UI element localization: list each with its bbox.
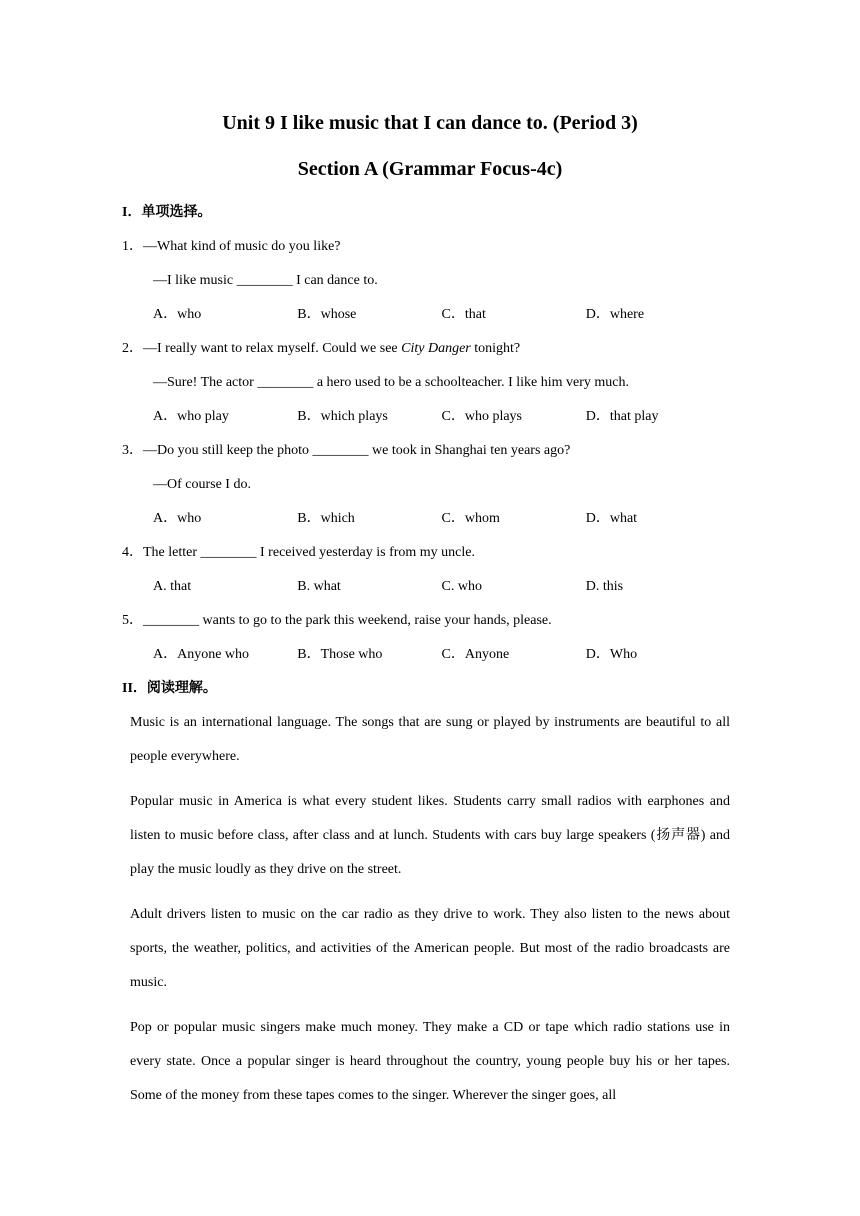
question-reply: —Of course I do. bbox=[153, 477, 251, 492]
question-text: —I really want to relax myself. Could we see bbox=[143, 341, 402, 356]
question-4 bbox=[122, 536, 730, 604]
section-title: Section A (Grammar Focus-4c) bbox=[297, 158, 563, 180]
option-b: B. what bbox=[297, 579, 341, 594]
question-number: 2． bbox=[122, 341, 143, 356]
movie-title: City Danger bbox=[401, 341, 471, 356]
question-number: 1． bbox=[122, 239, 143, 254]
section-heading-choice: I．单项选择。 bbox=[122, 205, 212, 220]
option-c: C. who bbox=[441, 579, 482, 594]
reading-paragraph-2: Popular music in America is what every student likes. Students carry small radios with earphones and listen to music before class, after class and at lunch. Students with cars buy large speakers (扬声器) and play the music loudly as they drive on the street. bbox=[130, 794, 730, 877]
question-number: 4． bbox=[122, 545, 143, 560]
question-text: —Do you still keep the photo ________ we took in Shanghai ten years ago? bbox=[143, 443, 571, 458]
option-c: C．that bbox=[441, 307, 486, 322]
question-1 bbox=[122, 230, 730, 332]
question-text: —What kind of music do you like? bbox=[143, 239, 341, 254]
option-a: A．Anyone who bbox=[153, 647, 250, 662]
option-b: B．which plays bbox=[297, 409, 388, 424]
reading-paragraph-3: Adult drivers listen to music on the car radio as they drive to work. They also listen to the news about sports, the weather, politics, and activities of the American people. But most of the radio broadcasts are music. bbox=[130, 907, 730, 990]
question-stem bbox=[122, 230, 730, 264]
question-stem bbox=[122, 536, 730, 570]
option-d: D．that play bbox=[585, 409, 659, 424]
answer-options bbox=[153, 570, 730, 604]
question-stem bbox=[122, 604, 730, 638]
question-reply: —I like music ________ I can dance to. bbox=[153, 273, 378, 288]
option-c: C．Anyone bbox=[441, 647, 510, 662]
option-a: A．who bbox=[153, 511, 202, 526]
reading-paragraph-4: Pop or popular music singers make much money. They make a CD or tape which radio stations use in every state. Once a popular singer is heard throughout the country, young people buy his or her tapes. Some of the money from these tapes comes to the singer. Wherever the singer goes, all bbox=[130, 1020, 730, 1103]
question-text: ________ wants to go to the park this weekend, raise your hands, please. bbox=[143, 613, 552, 628]
question-number: 3． bbox=[122, 443, 143, 458]
question-5 bbox=[122, 604, 730, 672]
option-a: A．who play bbox=[153, 409, 229, 424]
question-reply: —Sure! The actor ________ a hero used to be a schoolteacher. I like him very much. bbox=[153, 375, 629, 390]
option-d: D．where bbox=[585, 307, 645, 322]
answer-options bbox=[153, 298, 730, 332]
option-a: A. that bbox=[153, 579, 192, 594]
question-text-end: tonight? bbox=[470, 341, 521, 356]
option-b: B．Those who bbox=[297, 647, 383, 662]
option-b: B．which bbox=[297, 511, 355, 526]
option-a: A．who bbox=[153, 307, 202, 322]
question-2 bbox=[122, 332, 730, 434]
section-heading-reading: II．阅读理解。 bbox=[122, 681, 217, 696]
answer-options bbox=[153, 400, 730, 434]
answer-options bbox=[153, 638, 730, 672]
question-number: 5． bbox=[122, 613, 143, 628]
reading-paragraph-1: Music is an international language. The songs that are sung or played by instruments are beautiful to all people everywhere. bbox=[130, 715, 730, 764]
question-3 bbox=[122, 434, 730, 536]
option-c: C．whom bbox=[441, 511, 500, 526]
unit-title: Unit 9 I like music that I can dance to. (Period 3) bbox=[222, 112, 638, 134]
question-stem bbox=[122, 332, 730, 366]
option-d: D．what bbox=[585, 511, 638, 526]
option-c: C．who plays bbox=[441, 409, 522, 424]
option-d: D. this bbox=[585, 579, 624, 594]
answer-options bbox=[153, 502, 730, 536]
question-text: The letter ________ I received yesterday is from my uncle. bbox=[143, 545, 475, 560]
worksheet-page bbox=[122, 112, 730, 1124]
option-d: D．Who bbox=[585, 647, 638, 662]
option-b: B．whose bbox=[297, 307, 357, 322]
question-stem bbox=[122, 434, 730, 468]
